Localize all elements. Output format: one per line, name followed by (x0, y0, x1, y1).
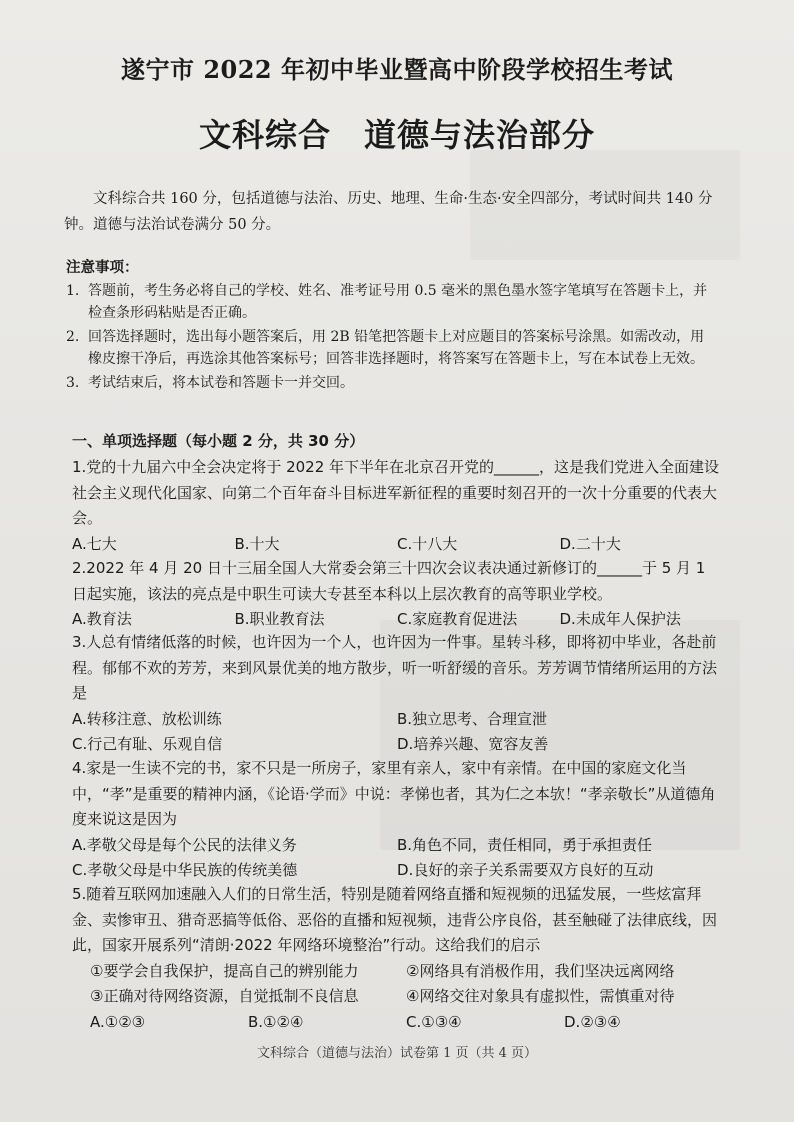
notice-item: 3. 考试结束后，将本试卷和答题卡一并交回。 (66, 375, 354, 391)
option-c: C.孝敬父母是中华民族的传统美德 (72, 861, 298, 879)
question-options (72, 607, 722, 633)
option-b: B.角色不同，责任相同，勇于承担责任 (397, 835, 653, 854)
exam-subtitle: 文科综合 道德与法治部分 (198, 116, 595, 154)
question-stem: 3.人总有情绪低落的时候，也许因为一个人，也许因为一件事。星转斗移，即将初中毕业，各赴前程。郁郁不欢的芳芳，来到风景优美的地方散步，听一听舒缓的音乐。芳芳调节情绪所运用的方法是 (72, 633, 718, 702)
question-options (72, 1010, 722, 1036)
question-statements (72, 959, 722, 1010)
option-d: D.未成年人保护法 (559, 610, 681, 628)
option-d: D.培养兴趣、宽容友善 (397, 735, 549, 753)
option-d: D.良好的亲子关系需要双方良好的互动 (397, 861, 654, 879)
option-b: B.职业教育法 (234, 610, 325, 628)
option-d: D.②③④ (564, 1012, 621, 1031)
option-a: A.孝敬父母是每个公民的法律义务 (72, 835, 297, 854)
option-a: A.①②③ (90, 1012, 146, 1031)
option-a: A.七大 (72, 534, 117, 553)
exam-title: 遂宁市 2022 年初中毕业暨高中阶段学校招生考试 (120, 55, 673, 84)
notice-item: 1. 答题前，考生务必将自己的学校、姓名、准考证号用 0.5 毫米的黑色墨水签字笔填写在答题卡上，并检查条形码粘贴是否正确。 (66, 283, 708, 321)
question-stem: 1.党的十九届六中全会决定将于 2022 年下半年在北京召开党的______，这是我们党进入全面建设社会主义现代化国家、向第二个百年奋斗目标进军新征程的重要时刻召开的一次十分重要的代表大会。 (72, 458, 720, 527)
question-stem: 2.2022 年 4 月 20 日十三届全国人大常委会第三十四次会议表决通过新修订的______于 5 月 1 日起实施，该法的亮点是中职生可读大专甚至本科以上层次教育的高等职业学校。 (72, 559, 706, 603)
statement-2: ②网络具有消极作用，我们坚决远离网络 (406, 961, 675, 980)
statement-1: ①要学会自我保护，提高自己的辨别能力 (90, 961, 359, 980)
question-3 (72, 630, 722, 758)
option-d: D.二十大 (559, 534, 621, 553)
question-4 (72, 756, 722, 884)
option-b: B.十大 (234, 534, 280, 553)
notice-heading: 注意事项： (66, 259, 139, 276)
option-b: B.①②④ (248, 1012, 304, 1031)
question-options (72, 532, 722, 558)
option-a: A.转移注意、放松训练 (72, 709, 222, 728)
question-stem: 4.家是一生读不完的书，家不只是一所房子，家里有亲人，家中有亲情。在中国的家庭文化当中，“孝”是重要的精神内涵，《论语·学而》中说：孝悌也者，其为仁之本欤！“孝亲敬长”从道德角度来说这是因为 (72, 759, 716, 828)
intro-paragraph: 文科综合共 160 分，包括道德与法治、历史、地理、生命·生态·安全四部分，考试时间共 140 分钟。道德与法治试卷满分 50 分。 (64, 191, 713, 233)
statement-3: ③正确对待网络资源，自觉抵制不良信息 (90, 987, 359, 1005)
option-c: C.①③④ (406, 1012, 462, 1031)
page-footer: 文科综合（道德与法治）试卷第 1 页（共 4 页） (256, 1046, 538, 1061)
question-2 (72, 556, 722, 633)
section-heading: 一、单项选择题（每小题 2 分，共 30 分） (72, 432, 365, 450)
option-c: C.十八大 (397, 534, 458, 553)
option-b: B.独立思考、合理宣泄 (397, 709, 548, 728)
option-a: A.教育法 (72, 610, 132, 628)
option-c: C.行己有耻、乐观自信 (72, 735, 223, 753)
question-options (72, 833, 722, 884)
option-c: C.家庭教育促进法 (397, 610, 518, 628)
question-options (72, 707, 722, 758)
question-stem: 5.随着互联网加速融入人们的日常生活，特别是随着网络直播和短视频的迅猛发展，一些炫富拜金、卖惨审丑、猎奇恶搞等低俗、恶俗的直播和短视频，违背公序良俗，甚至触碰了法律底线，因此，国家开展系列“清朗·2022 年网络环境整治”行动。这给我们的启示 (72, 885, 718, 954)
statement-4: ④网络交往对象具有虚拟性，需慎重对待 (406, 987, 675, 1005)
notice-list (66, 280, 716, 396)
notice-item: 2. 回答选择题时，选出每小题答案后，用 2B 铅笔把答题卡上对应题目的答案标号涂黑。如需改动，用橡皮擦干净后，再选涂其他答案标号；回答非选择题时，将答案写在答题卡上，写在本试卷上无效。 (66, 329, 705, 367)
question-5 (72, 882, 722, 1035)
question-1 (72, 455, 722, 557)
